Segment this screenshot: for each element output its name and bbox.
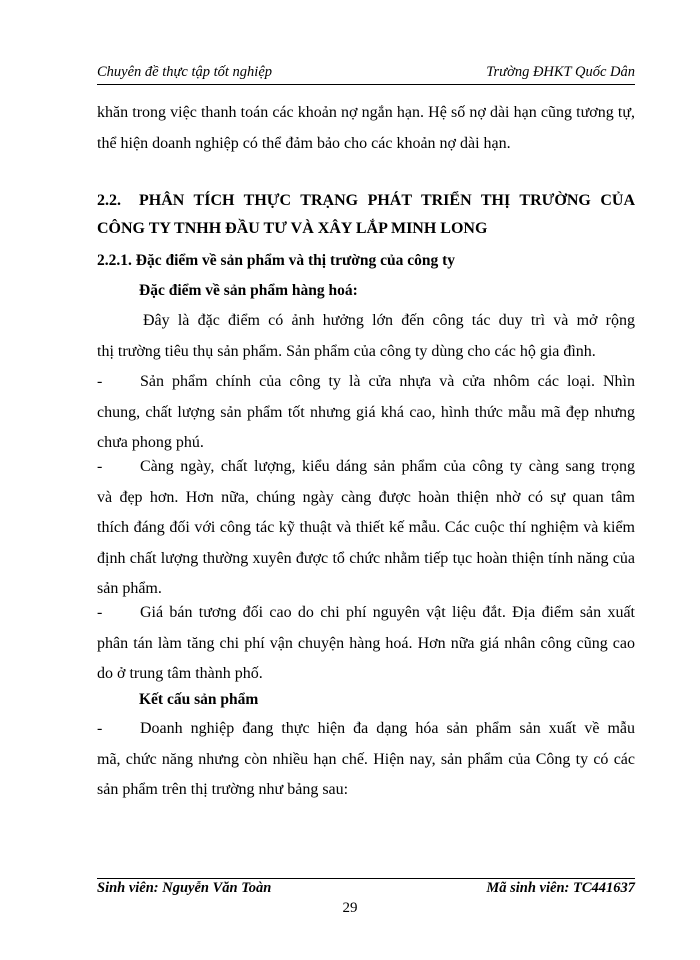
text-line: Giá bán tương đối cao do chi phí nguyên vật liệu đắt. Địa điểm sản xuất bbox=[140, 604, 635, 621]
footer-student-name: Sinh viên: Nguyễn Văn Toàn bbox=[97, 880, 272, 896]
text-line: thích đáng đối với công tác kỹ thuật và thiết kế mẫu. Các cuộc thí nghiệm và kiểm bbox=[97, 519, 635, 536]
text-line: thị trường tiêu thụ sản phẩm. Sản phẩm của công ty dùng cho các hộ gia đình. bbox=[97, 342, 596, 360]
text-line: và đẹp hơn. Hơn nữa, chúng ngày càng được hoàn thiện nhờ có sự quan tâm bbox=[97, 488, 635, 506]
subsection-heading: 2.2.1. Đặc điểm về sản phẩm và thị trường của công ty bbox=[97, 252, 456, 269]
page-footer bbox=[97, 880, 635, 902]
text-line: khăn trong việc thanh toán các khoản nợ ngắn hạn. Hệ số nợ dài hạn cũng tương tự, bbox=[97, 104, 635, 121]
text-line: chung, chất lượng sản phẩm tốt nhưng giá khá cao, hình thức mẫu mã đẹp nhưng bbox=[97, 403, 635, 421]
section-heading bbox=[97, 187, 635, 243]
text-line: chưa phong phú. bbox=[97, 434, 204, 451]
product-features-heading: Đặc điểm về sản phẩm hàng hoá: bbox=[139, 282, 358, 299]
section-title-line: CÔNG TY TNHH ĐẦU TƯ VÀ XÂY LẮP MINH LONG bbox=[97, 220, 488, 237]
bullet-item bbox=[97, 714, 635, 806]
page-number: 29 bbox=[342, 900, 358, 916]
page-header bbox=[97, 60, 635, 85]
bullet-item bbox=[97, 598, 635, 690]
text-line: Càng ngày, chất lượng, kiểu dáng sản phẩm của công ty càng sang trọng bbox=[140, 458, 635, 475]
bullet-dash: - bbox=[97, 720, 103, 737]
product-structure-heading: Kết cấu sản phẩm bbox=[139, 691, 259, 708]
bullet-dash: - bbox=[97, 604, 103, 621]
text-line: phân tán làm tăng chi phí vận chuyện hàng hoá. Hơn nữa giá nhân công cũng cao bbox=[97, 634, 635, 652]
header-document-title: Chuyên đề thực tập tốt nghiệp bbox=[97, 64, 273, 80]
text-line: Sản phẩm chính của công ty là cửa nhựa và cửa nhôm các loại. Nhìn bbox=[140, 373, 635, 390]
text-line: sản phẩm trên thị trường như bảng sau: bbox=[97, 781, 349, 798]
text-line: định chất lượng thường xuyên được tổ chức nhằm tiếp tục hoàn thiện tính năng của bbox=[97, 549, 635, 567]
footer-divider bbox=[97, 878, 635, 879]
section-title-line: PHÂN TÍCH THỰC TRẠNG PHÁT TRIỂN THỊ TRƯỜNG CỦA bbox=[139, 192, 635, 209]
text-line: do ở trung tâm thành phố. bbox=[97, 665, 263, 682]
text-line: mã, chức năng nhưng còn nhiều hạn chế. Hiện nay, sản phẩm của Công ty có các bbox=[97, 750, 635, 768]
bullet-dash: - bbox=[97, 373, 103, 390]
bullet-item bbox=[97, 367, 635, 459]
bullet-item bbox=[97, 452, 635, 605]
product-features-paragraph bbox=[97, 306, 635, 367]
text-line: Đây là đặc điểm có ảnh hưởng lớn đến công tác duy trì và mở rộng bbox=[143, 312, 635, 329]
intro-paragraph bbox=[97, 98, 635, 159]
footer-student-id: Mã sinh viên: TC441637 bbox=[486, 880, 635, 896]
text-line: Doanh nghiệp đang thực hiện đa dạng hóa sản phẩm sản xuất về mẫu bbox=[140, 720, 635, 737]
section-number: 2.2. bbox=[97, 192, 121, 209]
bullet-dash: - bbox=[97, 458, 103, 475]
text-line: thể hiện doanh nghiệp có thể đảm bảo cho các khoản nợ dài hạn. bbox=[97, 134, 511, 152]
text-line: sản phẩm. bbox=[97, 580, 162, 597]
header-university-name: Trường ĐHKT Quốc Dân bbox=[486, 64, 635, 80]
